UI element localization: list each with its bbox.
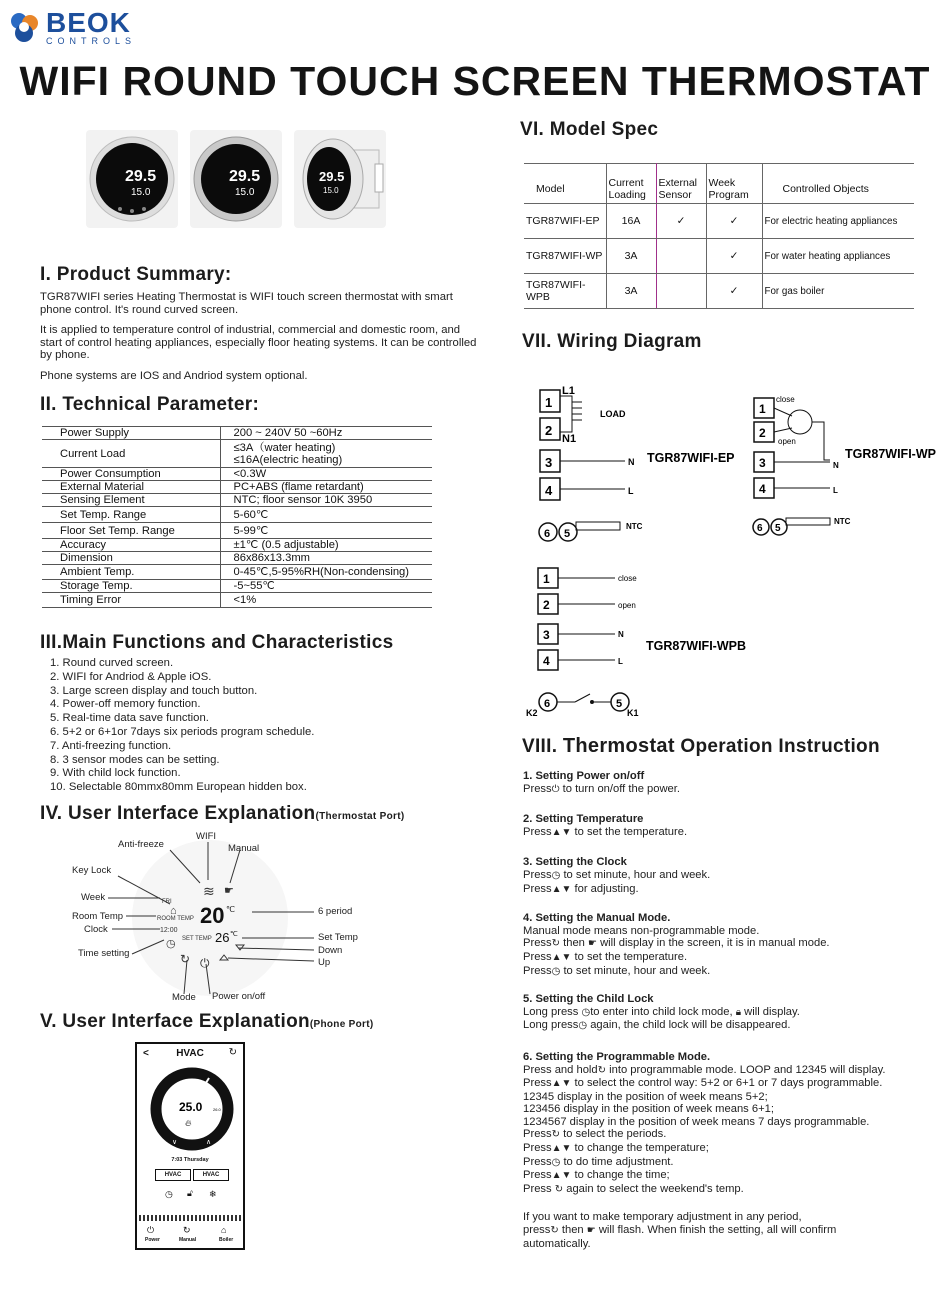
label-k2: K2 xyxy=(526,708,538,718)
terminal-6: 6 xyxy=(757,523,763,534)
param-value: ≤3A（water heating) xyxy=(233,441,336,454)
col-header: External Sensor xyxy=(656,164,706,204)
param-value: <0.3W xyxy=(220,468,432,481)
param-name: Power Consumption xyxy=(42,468,220,481)
list-item: 9. With child lock function. xyxy=(50,767,181,780)
screen-clock: 12:00 xyxy=(160,927,178,934)
label-n: N xyxy=(618,630,624,639)
summary-p3: Phone systems are IOS and Andriod system optional. xyxy=(40,370,308,382)
cell-load: 3A xyxy=(606,239,656,274)
label-clock: Clock xyxy=(84,924,108,935)
cell-model: TGR87WIFI-WPB xyxy=(524,274,606,309)
terminal-1: 1 xyxy=(759,402,766,416)
param-value: -5~55℃ xyxy=(220,580,432,593)
op-title: 2. Setting Temperature xyxy=(523,813,644,826)
screen-set-temp: 26 xyxy=(215,930,230,945)
phone-time: 7:03 Thursday xyxy=(171,1157,209,1163)
power-tab-icon[interactable]: ⏻ xyxy=(147,1225,155,1235)
table-row xyxy=(524,239,914,274)
mode-icon: ↻ xyxy=(597,1064,607,1076)
label-open: open xyxy=(778,437,796,446)
lock-icon[interactable]: 🔓︎ xyxy=(187,1188,193,1198)
clock-icon: ◷ xyxy=(581,1006,591,1018)
screen-room-label: ROOM TEMP xyxy=(157,916,194,922)
table-row xyxy=(42,552,432,565)
label-timesetting: Time setting xyxy=(78,948,130,959)
screen-room-temp: 20 xyxy=(200,903,225,928)
param-value: 5-60℃ xyxy=(220,507,432,523)
phone-tab-power[interactable]: Power xyxy=(145,1237,161,1243)
flame-icon: 🔥︎ xyxy=(185,1118,192,1128)
table-row xyxy=(42,565,432,580)
terminal-6: 6 xyxy=(544,528,551,540)
table-row xyxy=(42,507,432,523)
clock-icon: ◷ xyxy=(551,965,561,977)
col-header: Controlled Objects xyxy=(762,164,914,204)
up-down-icon: ▲▼ xyxy=(551,951,572,963)
label-ntc: NTC xyxy=(834,517,851,526)
label-load: LOAD xyxy=(600,409,626,419)
label-n1: N1 xyxy=(562,433,577,445)
phone-up-button: ∧ xyxy=(206,1139,212,1146)
cell-load: 3A xyxy=(606,274,656,309)
section-model-spec-heading: VI. Model Spec xyxy=(520,119,659,140)
terminal-4: 4 xyxy=(543,654,550,668)
refresh-icon[interactable]: ↻ xyxy=(228,1047,237,1058)
mode-icon: ↻ xyxy=(180,952,191,966)
terminal-3: 3 xyxy=(545,455,553,470)
product-photo-black xyxy=(86,130,178,228)
param-name: Power Supply xyxy=(42,427,220,440)
power-icon: ⏻ xyxy=(551,783,560,795)
cell-ext xyxy=(656,274,706,309)
heading-text: IV. User Interface Explanation xyxy=(40,803,316,824)
brand-logo xyxy=(8,7,137,46)
phone-hvac-button-1[interactable]: HVAC xyxy=(155,1169,191,1181)
label-down: Down xyxy=(318,945,343,956)
param-name: Storage Temp. xyxy=(42,580,220,593)
photo3-temp: 29.5 xyxy=(319,169,345,184)
label-period: 6 period xyxy=(318,906,353,917)
phone-down-button: ∨ xyxy=(172,1139,178,1146)
label-open: open xyxy=(618,601,636,610)
col-header: Week Program xyxy=(706,164,762,204)
cell-obj: For electric heating appliances xyxy=(762,204,914,239)
label-keylock: Key Lock xyxy=(72,865,112,876)
param-value: 5-99℃ xyxy=(220,523,432,539)
label-l: L xyxy=(618,657,623,666)
label-close: close xyxy=(618,574,637,583)
terminal-5: 5 xyxy=(775,523,781,534)
label-week: Week xyxy=(81,892,106,903)
label-roomtemp: Room Temp xyxy=(72,911,124,922)
list-item: 8. 3 sensor modes can be setting. xyxy=(50,753,220,766)
op-title: 6. Setting the Programmable Mode. xyxy=(523,1050,711,1063)
table-row xyxy=(42,440,432,468)
param-name: Accuracy xyxy=(42,539,220,552)
col-header: Current Loading xyxy=(606,164,656,204)
label-ntc: NTC xyxy=(626,522,643,531)
product-photo-side xyxy=(294,130,386,228)
op-title: 3. Setting the Clock xyxy=(523,856,627,869)
section-technical-heading: II. Technical Parameter: xyxy=(40,394,260,415)
list-item: 6. 5+2 or 6+1or 7days six periods program schedule. xyxy=(50,725,315,738)
terminal-5: 5 xyxy=(564,528,571,540)
brand-name: BEOK xyxy=(46,7,131,38)
cell-model: TGR87WIFI-WP xyxy=(524,239,606,274)
section-wiring-heading: VII. Wiring Diagram xyxy=(522,331,702,352)
model-ep-label: TGR87WIFI-EP xyxy=(647,451,735,465)
param-value: PC+ABS (flame retardant) xyxy=(220,481,432,494)
clock-icon: ◷ xyxy=(551,1156,561,1168)
terminal-1: 1 xyxy=(545,395,553,410)
param-value: ±1℃ (0.5 adjustable) xyxy=(220,539,432,552)
cell-week: ✓ xyxy=(706,204,762,239)
op-title: 5. Setting the Child Lock xyxy=(523,993,654,1006)
param-value: <1% xyxy=(220,593,432,608)
heading-b: Thermostat xyxy=(562,735,675,757)
op-title: 4. Setting the Manual Mode. xyxy=(523,912,671,925)
label-l: L xyxy=(628,486,634,496)
param-value: ≤16A(electric heating) xyxy=(233,453,343,466)
screen-set-unit: ℃ xyxy=(230,931,238,938)
clock-icon: ◷ xyxy=(578,1020,588,1032)
photo2-set: 15.0 xyxy=(235,187,255,198)
manual-tab-icon[interactable]: ↻ xyxy=(183,1225,191,1235)
product-photo-silver xyxy=(190,130,282,228)
table-row xyxy=(42,494,432,507)
screen-room-unit: ℃ xyxy=(226,905,235,914)
param-name: Current Load xyxy=(42,440,220,468)
table-row xyxy=(42,539,432,552)
param-name: Ambient Temp. xyxy=(42,565,220,580)
list-item: 1. Round curved screen. xyxy=(50,657,174,669)
screen-week: FRI xyxy=(162,899,172,905)
table-row xyxy=(42,481,432,494)
label-n: N xyxy=(833,461,839,470)
cell-week: ✓ xyxy=(706,274,762,309)
label-power: Power on/off xyxy=(212,991,266,1002)
label-mode: Mode xyxy=(172,992,196,1003)
model-spec-table xyxy=(524,163,914,309)
table-row xyxy=(524,204,914,239)
table-row xyxy=(42,580,432,593)
up-down-icon: ▲▼ xyxy=(551,1170,572,1182)
table-row xyxy=(42,523,432,539)
phone-temp: 25.0 xyxy=(179,1100,203,1114)
terminal-3: 3 xyxy=(759,456,766,470)
photo1-temp: 29.5 xyxy=(125,168,157,185)
boiler-tab-icon[interactable]: ⌂ xyxy=(221,1225,227,1235)
param-name: External Material xyxy=(42,481,220,494)
param-name: Set Temp. Range xyxy=(42,507,220,523)
manual-icon: ☛ xyxy=(224,885,234,897)
phone-tab-manual[interactable]: Manual xyxy=(179,1237,197,1243)
phone-hvac-button-2[interactable]: HVAC xyxy=(193,1169,229,1181)
model-wp-label: TGR87WIFI-WP xyxy=(845,447,936,461)
param-value: 200 ~ 240V 50 ~60Hz xyxy=(220,427,432,440)
param-value: 86x86x13.3mm xyxy=(220,552,432,565)
section-ui-thermostat-heading xyxy=(40,803,404,825)
label-l1: L1 xyxy=(562,385,575,397)
heading-suffix: (Phone Port) xyxy=(309,1019,374,1030)
mode-icon: ↻ xyxy=(551,938,560,950)
beok-logo-icon xyxy=(8,11,42,45)
section-product-summary-heading: I. Product Summary: xyxy=(40,264,232,285)
label-n: N xyxy=(628,457,635,467)
up-down-icon: ▲▼ xyxy=(551,883,572,895)
label-k1: K1 xyxy=(627,708,639,718)
photo2-temp: 29.5 xyxy=(229,168,261,185)
list-item: 10. Selectable 80mmx80mm European hidden box. xyxy=(50,781,307,794)
cell-week: ✓ xyxy=(706,239,762,274)
label-settemp: Set Temp xyxy=(318,932,358,943)
up-down-icon: ▲▼ xyxy=(551,826,572,838)
list-item: 7. Anti-freezing function. xyxy=(50,739,172,752)
table-header-row xyxy=(524,164,914,204)
power-icon: ⏻ xyxy=(200,956,210,970)
section-functions-heading: III.Main Functions and Characteristics xyxy=(40,632,394,653)
mode-icon: ↻ xyxy=(551,1129,560,1141)
param-value: NTC; floor sensor 10K 3950 xyxy=(220,494,432,507)
terminal-5: 5 xyxy=(616,698,623,710)
terminal-1: 1 xyxy=(543,572,550,586)
phone-mockup xyxy=(135,1042,245,1250)
keylock-icon: ⌂ xyxy=(170,905,177,917)
functions-list xyxy=(50,657,314,795)
phone-tab-boiler[interactable]: Boiler xyxy=(219,1237,234,1243)
cell-obj: For water heating appliances xyxy=(762,239,914,274)
section-operation-heading xyxy=(522,735,880,758)
label-wifi: WIFI xyxy=(196,831,217,842)
up-down-icon: ▲▼ xyxy=(551,1143,572,1155)
photo3-set: 15.0 xyxy=(323,186,339,195)
label-antifreeze: Anti-freeze xyxy=(118,839,164,850)
heading-suffix: (Thermostat Port) xyxy=(315,811,405,822)
phone-title: HVAC xyxy=(176,1048,204,1059)
list-item: 4. Power-off memory function. xyxy=(50,698,201,711)
summary-p1: TGR87WIFI series Heating Thermostat is WIFI touch screen thermostat with smart phone control. It's round curved screen. xyxy=(40,291,453,316)
heading-text: V. User Interface Explanation xyxy=(40,1011,310,1032)
terminal-4: 4 xyxy=(545,483,553,498)
screen-set-label: SET TEMP xyxy=(182,936,212,942)
terminal-6: 6 xyxy=(544,698,551,710)
operation-instructions: 1. Setting Power on/off Press⏻ to turn on/off the power. 2. Setting Temperature Press▲▼ to set the temperature. 3. Setting the Clock Press◷ to set minute, hour and week. Press▲▼ for adjusting. 4. Setting the Manual Mode. Manual mode means non-programmable mode. Press↻ then ☛ will display in the screen, it is in manual mode. Press▲▼ to set the temperature. Press◷ to set minute, hour and week. 5. Setting the Child Lock Long press ◷to enter into child lock mode, 🔒︎ will display. Long press◷ again, the child lock will be disappeared. 6. Setting the Programmable Mode. Press and hold↻ into programmable mode. LOOP and 12345 will display. Press▲▼ to select the control way: 5+2 or 6+1 or 7 days programmable. 12345 display in the position of week means 5+2; 123456 display in the position of week means 6+1; 1234567 display in the position of week means 7 days programmable. Press↻ to select the periods. Press▲▼ to change the temperature; Press◷ to do time adjustment. Press▲▼ to change the time; Press ↻ again to select the weekend's temp. If you want to make temporary adjustment in any period, press↻ then ☛ will flash. When finish the setting, all will confirm automatically. xyxy=(523,770,933,1265)
cell-ext: ✓ xyxy=(656,204,706,239)
list-item: 2. WIFI for Andriod & Apple iOS. xyxy=(50,670,212,683)
table-row xyxy=(524,274,914,309)
terminal-3: 3 xyxy=(543,628,550,642)
list-item: 3. Large screen display and touch button. xyxy=(50,684,258,697)
phone-dial[interactable] xyxy=(149,1066,235,1152)
table-row xyxy=(42,427,432,440)
terminal-4: 4 xyxy=(759,482,766,496)
up-down-icon: ▲▼ xyxy=(551,1078,572,1090)
param-name: Timing Error xyxy=(42,593,220,608)
page-title: WIFI ROUND TOUCH SCREEN THERMOSTAT xyxy=(19,58,931,104)
time-setting-icon: ◷ xyxy=(166,938,176,950)
snowflake-icon[interactable]: ❄ xyxy=(209,1189,217,1199)
terminal-2: 2 xyxy=(759,426,766,440)
cell-obj: For gas boiler xyxy=(762,274,914,309)
lock-icon: 🔒︎ xyxy=(735,1006,742,1018)
phone-small-temp: 26.0 xyxy=(213,1107,221,1112)
op-title: 1. Setting Power on/off xyxy=(523,770,645,782)
section-ui-phone-heading xyxy=(40,1011,374,1033)
heading-a: VIII. xyxy=(522,736,558,757)
cell-model: TGR87WIFI-EP xyxy=(524,204,606,239)
heading-c: Operation Instruction xyxy=(680,736,880,757)
label-close: close xyxy=(776,395,795,404)
brand-sub: CONTROLS xyxy=(46,36,137,46)
terminal-2: 2 xyxy=(545,423,553,438)
cell-ext xyxy=(656,239,706,274)
phone-back-button[interactable]: < xyxy=(143,1048,149,1059)
wifi-icon: ≋ xyxy=(203,883,215,899)
param-name: Dimension xyxy=(42,552,220,565)
table-row xyxy=(42,468,432,481)
label-l: L xyxy=(833,486,838,495)
label-up: Up xyxy=(318,957,331,968)
label-manual: Manual xyxy=(228,843,260,854)
list-item: 5. Real-time data save function. xyxy=(50,712,209,725)
mode-icon: ↻ xyxy=(554,1183,564,1195)
product-photos xyxy=(86,130,386,228)
photo1-set: 15.0 xyxy=(131,187,151,198)
manual-hand-icon: ☛ xyxy=(588,938,597,950)
model-wpb-label: TGR87WIFI-WPB xyxy=(646,639,746,653)
cell-load: 16A xyxy=(606,204,656,239)
clock-icon[interactable]: ◷ xyxy=(165,1189,173,1199)
technical-table xyxy=(42,426,432,608)
wiring-diagram xyxy=(520,380,950,720)
terminal-2: 2 xyxy=(543,598,550,612)
summary-p2: It is applied to temperature control of industrial, commercial and domestic room, and start of control heating appliances, especially floor heating systems. It can be controlled by phone. xyxy=(40,324,477,361)
phone-dotted-bar xyxy=(139,1215,241,1221)
param-value: 0-45℃,5-95%RH(Non-condensing) xyxy=(220,565,432,580)
param-name: Sensing Element xyxy=(42,494,220,507)
table-row xyxy=(42,593,432,608)
manual-hand-icon: ☛ xyxy=(586,1225,596,1237)
clock-icon: ◷ xyxy=(551,869,561,881)
param-name: Floor Set Temp. Range xyxy=(42,523,220,539)
mode-icon: ↻ xyxy=(550,1225,559,1237)
col-header: Model xyxy=(524,164,606,204)
